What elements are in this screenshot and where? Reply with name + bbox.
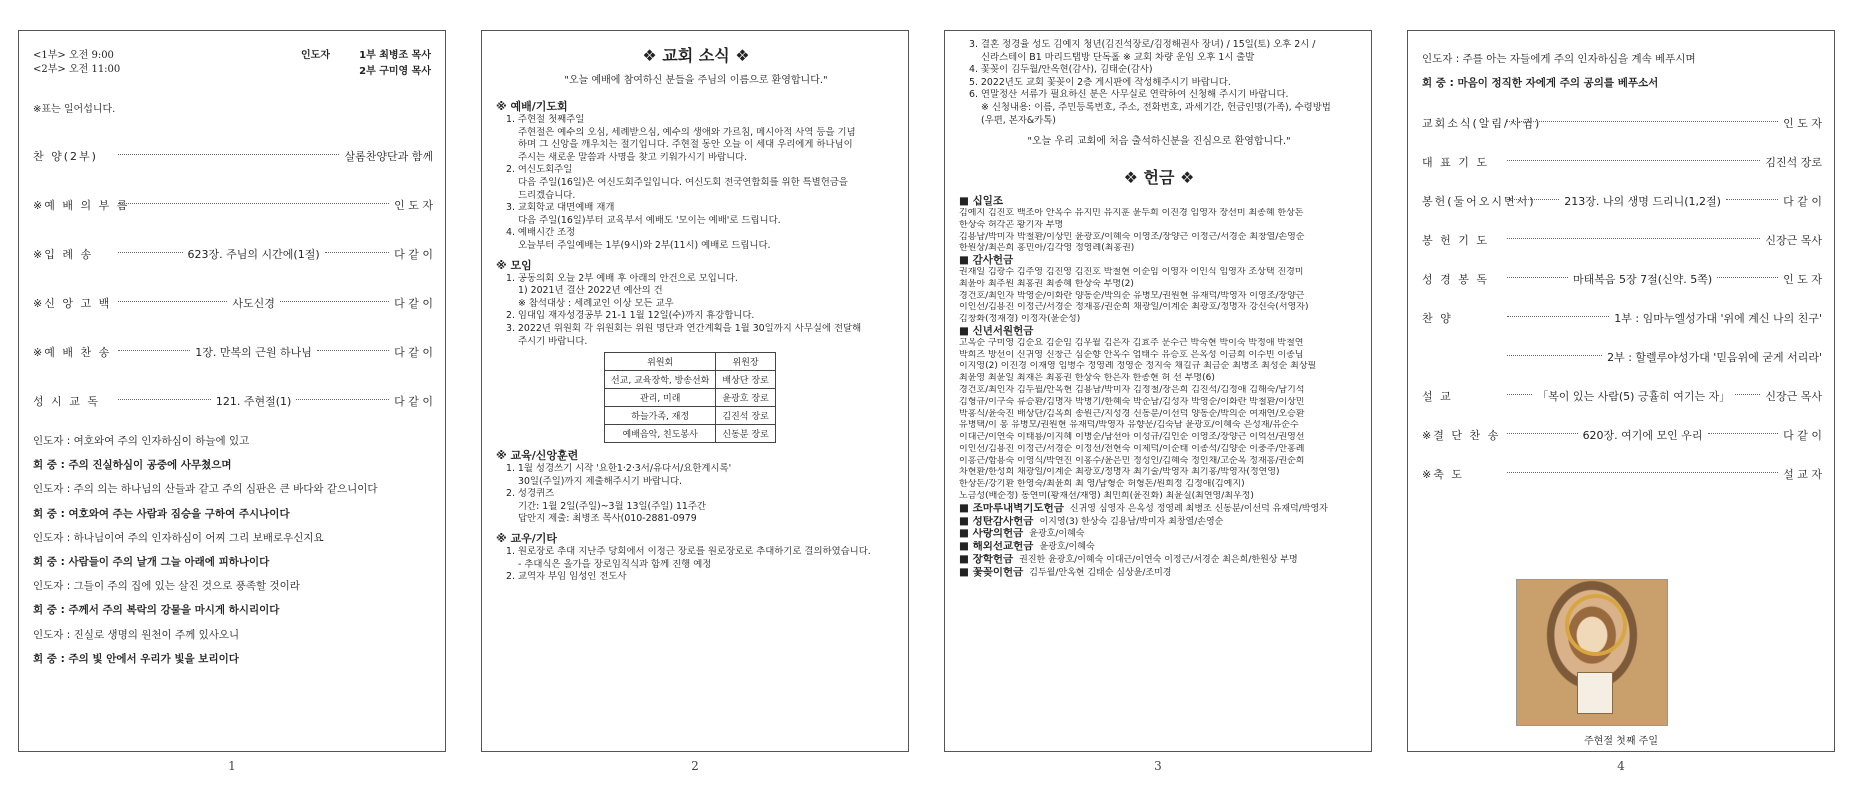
offering-names: 한상돈/강기환 한영숙/최윤희 최 영/남형순 허형돈/원희정 김정애(김예지) <box>959 479 1245 490</box>
responsive-text: 주께서 주의 복락의 강물을 마시게 하시리이다 <box>68 604 280 617</box>
offering-block <box>959 326 1359 503</box>
responsive-line <box>33 623 433 647</box>
news-line: 3. 교회학교 대면예배 재개 <box>506 202 615 214</box>
order-leader: 인 도 자 <box>1783 272 1823 286</box>
service-time-1: <1부> 오전 9:00 <box>33 50 114 61</box>
offering-heading: ■ 십일조 <box>959 195 1004 208</box>
responsive-line <box>33 502 433 526</box>
news-line: - 추대식은 올가을 장로임직식과 함께 진행 예정 <box>518 558 712 570</box>
book-shape <box>1577 672 1613 714</box>
responsive-line <box>33 526 433 550</box>
bulletin-page-1 <box>18 30 446 752</box>
dot-leader <box>325 251 390 253</box>
news-line: 신라스테이 B1 마리드탭방 단독홀 ※ 교회 차량 운임 오후 1시 출발 <box>981 51 1255 63</box>
page-number-3: 3 <box>1154 759 1162 773</box>
order-content: 620장. 여기에 모인 우리 <box>1582 428 1703 442</box>
offering-names: 김예지 김진호 백조아 안옥수 유지민 유지훈 윤두희 이진경 임영자 장선미 최종혜 한상돈 <box>959 207 1304 218</box>
order-row <box>1422 376 1822 415</box>
responsive-line <box>33 453 433 477</box>
news-line: 기간: 1월 2일(주일)~3월 13일(주일) 11주간 <box>518 500 706 512</box>
news-line: (우편, 본자&카톡) <box>981 114 1056 126</box>
order-leader: 2부 : 할렐루야성가대 '믿음위에 굳게 서리라' <box>1607 350 1822 364</box>
offering-line <box>959 503 1359 516</box>
order-leader: 다 같 이 <box>394 345 433 359</box>
dot-leader <box>1717 276 1778 278</box>
dot-leader <box>1507 315 1609 317</box>
offering-heading: ■ 사랑의헌금 <box>959 528 1024 540</box>
speaker: 인도자 : <box>33 435 74 447</box>
image-caption: 주현절 첫째 주일 <box>1584 736 1658 747</box>
order-leader: 다 같 이 <box>1783 194 1823 208</box>
page-number-1: 1 <box>228 759 236 773</box>
order-row <box>1422 454 1822 493</box>
dot-leader <box>1507 120 1778 122</box>
news-line: ※ 신청내용: 이름, 주민등록번호, 주소, 전화번호, 과세기간, 헌금인명(가족), 수령방법 <box>981 101 1331 113</box>
dot-leader <box>317 349 389 351</box>
christ-icon-image <box>1516 579 1668 726</box>
order-row <box>1422 298 1822 337</box>
dot-leader <box>1507 237 1760 239</box>
order-row <box>1422 181 1822 220</box>
bulletin-page-3 <box>944 30 1372 752</box>
news-line: 오늘부터 주일예배는 1부(9시)와 2부(11시) 예배로 드립니다. <box>518 239 771 251</box>
news-line: 3. 2022년 위원회 각 위원회는 위원 명단과 연간계획을 1월 30일까지 사무실에 전달해 <box>506 322 862 334</box>
news-line: 4. 예배시간 조정 <box>506 227 576 239</box>
offering-line <box>959 528 1359 541</box>
leader-label: 인도자 <box>301 50 330 61</box>
order-leader: 신장근 목사 <box>1765 389 1822 403</box>
page-number-4: 4 <box>1617 759 1625 773</box>
speaker: 인도자 : <box>33 580 74 593</box>
table-cell: 신동분 장로 <box>716 425 775 443</box>
table-cell: 선교, 교육장학, 방송선화 <box>605 371 716 389</box>
order-row <box>33 376 433 425</box>
responsive-text: 하나님이여 주의 인자하심이 어찌 그리 보배로우신지요 <box>73 531 324 544</box>
table-row <box>605 389 776 407</box>
order-row <box>1422 103 1822 142</box>
speaker: 인도자 : <box>33 628 74 641</box>
speaker: 회 중 : <box>33 555 69 568</box>
dot-leader <box>296 398 389 400</box>
page-number-2: 2 <box>691 759 699 773</box>
order-leader: 다 같 이 <box>394 247 434 261</box>
table-cell: 예배음악, 친도봉사 <box>605 425 716 443</box>
dot-leader <box>118 153 339 155</box>
order-leader: 인 도 자 <box>1783 116 1822 130</box>
news-line: 1) 2021년 결산 2022년 예산의 건 <box>518 285 663 297</box>
news-line: 1. 공동의회 오늘 2부 예배 후 아래의 안건으로 모입니다. <box>506 272 738 284</box>
responsive-text: 주를 아는 자들에게 주의 인자하심을 계속 베푸시며 <box>1462 53 1696 65</box>
offering-names: 이인선/김용진 이정근/서경순 정재흥/권순희 채광일/이계순 최광호/정명자 강신숙(서영자) <box>959 302 1309 313</box>
welcome-message: "오늘 예배에 참여하신 분들을 주님의 이름으로 환영합니다." <box>564 75 828 86</box>
news-line: ※ 참석대상 : 세례교인 이상 모든 교우 <box>518 297 674 309</box>
order-label: ※예 배 의 부 름 <box>33 198 130 212</box>
dot-leader <box>1507 432 1578 434</box>
offering-line <box>959 516 1359 529</box>
dot-leader <box>280 300 389 302</box>
dot-leader <box>1708 432 1779 434</box>
offering-heading: ■ 성탄감사헌금 <box>959 515 1034 527</box>
news-line: 1. 주현절 첫째주일 <box>506 114 585 125</box>
offering-names: 경건호/최인자 박영순/이화란 양동순/박의순 유병모/권원현 유재덕/박영자 이영조/장양근 <box>959 290 1305 301</box>
order-label: ※예 배 찬 송 <box>33 345 112 359</box>
offering-names: 이인선/김용진 이정근/서경순 이정선/전현숙 이제덕/이순태 이종석/김양순 이충주/안홍례 <box>959 443 1305 454</box>
news-line: 하며 그 신앙을 깨우치는 절기입니다. 주현절 동안 오늘 이 세대 우리에게 하나님이 <box>518 139 853 151</box>
offering-block <box>959 503 1359 516</box>
offering-block <box>959 255 1359 326</box>
table-row <box>605 425 776 443</box>
offering-line <box>959 541 1359 554</box>
offering-names: 이흥근/함용숙 이영식/박연진 이홍수/윤은민 정성인/김혜숙 정인채/고순옥 정재흥/권순희 <box>959 455 1305 466</box>
offering-title: ❖ 헌금 ❖ <box>1123 168 1195 188</box>
responsive-line <box>1422 47 1822 71</box>
order-label: 교회소식(알림/사귐) <box>1422 116 1542 130</box>
offering-heading: ■ 해외선교헌금 <box>959 541 1034 553</box>
order-row <box>33 278 433 327</box>
order-label: 찬 양 <box>1422 311 1453 325</box>
responsive-line <box>33 647 433 671</box>
news-line: 1. 원로장로 추대 지난주 당회에서 이정근 장로를 원로장로로 추대하기로 결의하였습니다. <box>506 546 871 558</box>
offering-names: 이대근/이연숙 이태룡/이지혜 이병순/남선아 이성규/김인순 이영조/장양근 이억선/권영선 <box>959 432 1305 443</box>
offering-block <box>959 541 1359 554</box>
order-label: 설 교 <box>1422 389 1453 403</box>
speaker: 인도자 : <box>1422 53 1463 65</box>
responsive-reading <box>33 429 433 671</box>
order-row <box>33 327 433 376</box>
order-label: 성 시 교 독 <box>33 394 100 408</box>
dot-leader <box>118 202 389 204</box>
member-items <box>496 546 896 584</box>
order-label: 찬 양(2부) <box>33 149 98 163</box>
table-row <box>605 407 776 425</box>
offering-names: 박홍식/윤숙진 배상단/김옥희 송원근/지성경 신동분/이선덕 양동순/박의순 여재연/오승환 <box>959 408 1305 419</box>
offering-block <box>959 554 1359 567</box>
order-leader: 신장근 목사 <box>1765 233 1822 247</box>
responsive-text: 여호와여 주의 인자하심이 하늘에 있고 <box>73 435 250 447</box>
order-leader: 다 같 이 <box>394 296 434 310</box>
order-leader: 다 같 이 <box>1783 428 1822 442</box>
responsive-text: 진실로 생명의 원천이 주께 있사오니 <box>73 628 240 641</box>
order-leader: 인 도 자 <box>394 198 433 212</box>
order-leader: 김진석 장로 <box>1765 155 1822 169</box>
bulletin-page-2 <box>481 30 909 752</box>
order-content: 「복이 있는 사람(5) 긍휼히 여기는 자」 <box>1537 389 1731 403</box>
offering-names: 최윤영 최윤일 최재은 최홍권 한상숙 한은자 한종현 허 선 부명(6) <box>959 373 1215 384</box>
offering-list <box>959 196 1359 580</box>
responsive-line <box>33 477 433 501</box>
offering-names: 윤광호/이혜숙 <box>1029 529 1085 540</box>
church-news-title: ❖ 교회 소식 ❖ <box>642 46 750 65</box>
dot-leader <box>1507 393 1532 395</box>
dot-leader <box>118 251 183 253</box>
responsive-line <box>1422 71 1822 95</box>
table-cell: 관리, 미래 <box>605 389 716 407</box>
offering-line <box>959 554 1359 567</box>
speaker: 인도자 : <box>33 531 74 544</box>
order-label: 성 경 봉 독 <box>1422 272 1489 286</box>
offering-names: 경건호/최인자 김두월/안옥현 김용남/박미자 김정철/장은희 김진석/김정애 김해숙/남기석 <box>959 384 1305 395</box>
table-header-cell: 위원장 <box>716 353 775 371</box>
offering-names: 신귀영 심영자 은옥성 정영례 최병조 신동분/이선덕 유재덕/박영자 <box>1069 503 1328 514</box>
speaker: 회 중 : <box>33 604 69 617</box>
dot-leader <box>1507 471 1778 473</box>
table-cell: 윤광호 장로 <box>716 389 775 407</box>
offering-names: 김형규/이구숙 류승환/김명자 박병기/한혜숙 박순남/김성자 박영순/이화란 박철환/이상민 <box>959 396 1305 407</box>
order-content: 1장. 만복의 근원 하나님 <box>195 345 312 359</box>
news-continued <box>959 39 1359 127</box>
dot-leader <box>118 398 211 400</box>
order-row <box>1422 259 1822 298</box>
order-content: 121. 주현절(1) <box>215 394 292 408</box>
offering-line <box>959 567 1359 580</box>
leader-2: 2부 구미영 목사 <box>359 66 431 77</box>
responsive-reading-end <box>1422 47 1822 95</box>
offering-names: 박희즈 방선이 신귀영 신창근 심순향 안옥수 엄태수 유승호 은옥성 이금희 이수빈 이종님 <box>959 349 1304 360</box>
order-row <box>1422 220 1822 259</box>
offering-heading: ■ 꽃꽂이헌금 <box>959 566 1024 578</box>
offering-names: 권진한 윤광호/이혜숙 이대근/이연숙 이정근/서경순 최은희/한원상 부명 <box>1019 555 1298 566</box>
offering-names: 차현환/한성희 채광일/이계순 최광호/정명자 최기술/박영자 최기홍/박영자(정연영) <box>959 467 1280 478</box>
order-label: ※신 앙 고 백 <box>33 296 112 310</box>
dot-leader <box>118 349 190 351</box>
order-content: 마태복음 5장 7절(신약. 5쪽) <box>1572 272 1713 286</box>
table-cell: 하늘가족, 재정 <box>605 407 716 425</box>
table-header-row <box>605 353 776 371</box>
order-leader: 살롬찬양단과 함께 <box>344 149 433 163</box>
speaker: 회 중 : <box>1422 77 1458 89</box>
dot-leader <box>1507 159 1760 161</box>
news-line: 다음 주일(16일)은 여신도회주일입니다. 여신도회 전국연합회를 위한 특별헌금을 <box>518 176 848 188</box>
order-row <box>1422 415 1822 454</box>
dot-leader <box>1507 354 1602 356</box>
offering-heading: ■ 감사헌금 <box>959 254 1014 267</box>
dot-leader <box>1726 198 1778 200</box>
section-meeting: ※ 모임 <box>496 258 532 272</box>
table-cell: 김진석 장로 <box>716 407 775 425</box>
order-label: 대 표 기 도 <box>1422 155 1489 169</box>
committee-table <box>604 352 776 443</box>
news-line: 주시는 새로운 말씀과 사명을 찾고 키워가시기 바랍니다. <box>518 151 748 163</box>
news-line: 3. 결혼 정경율 성도 김예지 청년(김진석장로/김정해권사 장녀) / 15일(토) 오후 2시 / <box>969 39 1316 50</box>
table-header-cell: 위원회 <box>605 353 716 371</box>
order-row <box>1422 142 1822 181</box>
order-row <box>33 131 433 180</box>
offering-block <box>959 516 1359 529</box>
offering-block <box>959 528 1359 541</box>
offering-names: 윤광호/이혜숙 <box>1039 542 1095 553</box>
section-members: ※ 교우/기타 <box>496 532 558 546</box>
order-leader: 다 같 이 <box>394 394 434 408</box>
order-label: 봉헌(둘어오시면서) <box>1422 194 1536 208</box>
dot-leader <box>1507 198 1559 200</box>
offering-names: 유병택/이 봉 유병모/권원현 유재덕/박영자 유향문/김숙남 윤광호/이혜숙 은성재/유순수 <box>959 420 1299 431</box>
order-leader: 설 교 자 <box>1783 467 1822 481</box>
worship-order-continued <box>1422 103 1822 493</box>
offering-names: 김두월/안옥현 김태순 심상윤/조미경 <box>1029 567 1172 578</box>
offering-heading: ■ 신년서원헌금 <box>959 324 1034 337</box>
education-items <box>496 463 896 526</box>
offering-names: 김용남/박미자 박철환/이상민 윤광호/이혜숙 이영조/장양근 이정근/서경순 최창열/손영순 <box>959 231 1305 242</box>
leader-1: 1부 최병조 목사 <box>359 50 431 61</box>
responsive-text: 마음이 정직한 자에게 주의 공의를 베푸소서 <box>1457 77 1659 89</box>
worship-order <box>33 131 433 425</box>
offering-names: 노금성(배순정) 동연미(황재선/재영) 최민희(윤진화) 최윤실(최연영/최우정) <box>959 491 1254 502</box>
responsive-line <box>33 550 433 574</box>
offering-names: 한원상/최은희 홍민아/김각영 정영례(최홍권) <box>959 243 1135 254</box>
news-line: 5. 2022년도 교회 꽃꽂이 2층 게시판에 작성해주시기 바랍니다. <box>969 76 1231 88</box>
standing-note: ※표는 일어섭니다. <box>33 104 116 115</box>
order-leader: 1부 : 임마누엘성가대 '위에 계신 나의 친구' <box>1614 311 1822 325</box>
speaker: 회 중 : <box>33 507 69 520</box>
news-line: 2. 임대입 재자성경공부 21-1 1월 12일(수)까지 휴강합니다. <box>506 310 755 322</box>
offering-names: 한상숙 허각곤 황기자 부명 <box>959 219 1064 230</box>
news-line: 6. 연말정산 서류가 필요하신 분은 사무실로 연락하여 신청해 주시기 바랍니다. <box>969 89 1289 101</box>
news-line: 주현절은 예수의 오심, 세례받으심, 예수의 생애와 가르침, 메시아적 사역 등을 기념 <box>518 126 856 138</box>
news-line: 주시기 바랍니다. <box>518 335 588 347</box>
responsive-line <box>33 574 433 598</box>
news-line: 4. 꽃꽂이 김두월/안옥현(감사), 김태순(감사) <box>969 64 1153 76</box>
news-line: 다음 주일(16일)부터 교육부서 예배도 '모이는 예배'로 드립니다. <box>518 214 781 226</box>
worship-items <box>496 114 896 253</box>
offering-names: 권재일 김광수 김주영 김진영 김진호 박철현 이순임 이영자 이인식 임영자 조상택 진경미 <box>959 266 1304 277</box>
halo-shape <box>1565 594 1627 656</box>
offering-names: 고옥순 구미영 김순요 김순임 김우월 김은자 김효주 문수근 박숙현 박이숙 박정애 박철연 <box>959 337 1304 348</box>
order-row <box>33 229 433 278</box>
order-label: ※축 도 <box>1422 467 1464 481</box>
responsive-text: 그들이 주의 집에 있는 살진 것으로 풍족할 것이라 <box>73 580 300 593</box>
table-cell: 배상단 장로 <box>716 371 775 389</box>
speaker: 회 중 : <box>33 459 69 472</box>
offering-names: 이지영(2) 이진경 이재영 임병수 정영례 정영순 정지숙 채길규 최금순 최병조 최성순 최상필 <box>959 361 1317 372</box>
offering-block <box>959 567 1359 580</box>
responsive-text: 여호와여 주는 사람과 짐승을 구하여 주시나이다 <box>68 507 290 520</box>
order-label: 봉 헌 기 도 <box>1422 233 1489 247</box>
offering-heading: ■ 장학헌금 <box>959 554 1014 566</box>
news-line: 2. 성경퀴즈 <box>506 488 555 500</box>
responsive-line <box>33 598 433 622</box>
bulletin-page-4 <box>1407 30 1835 752</box>
order-row <box>1422 337 1822 376</box>
responsive-text: 주의 의는 하나님의 산들과 같고 주의 심판은 큰 바다와 같으니이다 <box>73 483 378 496</box>
service-time-2: <2부> 오전 11:00 <box>33 64 121 75</box>
offering-names: 김창화(정재경) 이정자(윤순성) <box>959 314 1081 325</box>
newcomer-welcome: "오늘 우리 교회에 처음 출석하신분을 진심으로 환영합니다." <box>1027 136 1291 148</box>
speaker: 회 중 : <box>33 652 69 665</box>
dot-leader <box>1735 393 1760 395</box>
order-row <box>33 180 433 229</box>
dot-leader <box>118 300 227 302</box>
order-content: 213장. 나의 생명 드리니(1,2절) <box>1564 194 1721 208</box>
offering-names: 최윤아 최주원 최홍권 최종혜 한상숙 부명(2) <box>959 278 1134 289</box>
order-content: 623장. 주님의 시간에(1절) <box>187 247 320 261</box>
news-line: 드리겠습니다. <box>518 189 576 201</box>
order-label: ※입 례 송 <box>33 247 94 261</box>
dot-leader <box>1507 276 1568 278</box>
speaker: 인도자 : <box>33 483 74 496</box>
section-education: ※ 교육/신앙훈련 <box>496 449 579 463</box>
news-line: 30일(주일)까지 제출해주시기 바랍니다. <box>518 475 683 487</box>
responsive-text: 주의 진실하심이 공중에 사무쳤으며 <box>68 459 232 472</box>
news-line: 답안지 제출: 최병조 목사(010-2881-0979 <box>518 513 697 525</box>
table-row <box>605 371 776 389</box>
order-content: 사도신경 <box>232 296 275 310</box>
news-line: 2. 교역자 부임 임성인 전도사 <box>506 571 627 583</box>
news-line: 1. 1월 성경쓰기 시작 '요한1·2·3서/유다서/요한계시록' <box>506 463 732 475</box>
offering-heading: ■ 조마루내벽기도헌금 <box>959 502 1064 514</box>
responsive-text: 사람들이 주의 날개 그늘 아래에 피하나이다 <box>68 555 270 568</box>
section-worship: ※ 예배/기도회 <box>496 100 568 113</box>
responsive-text: 주의 빛 안에서 우리가 빛을 보리이다 <box>68 652 239 665</box>
responsive-line <box>33 429 433 453</box>
offering-block <box>959 196 1359 255</box>
order-label: ※결 단 찬 송 <box>1422 428 1501 442</box>
offering-names: 이지영(3) 한상숙 김용남/박미자 최창열/손영순 <box>1039 516 1224 527</box>
news-line: 2. 여신도회주일 <box>506 164 573 176</box>
meeting-items <box>496 273 896 349</box>
